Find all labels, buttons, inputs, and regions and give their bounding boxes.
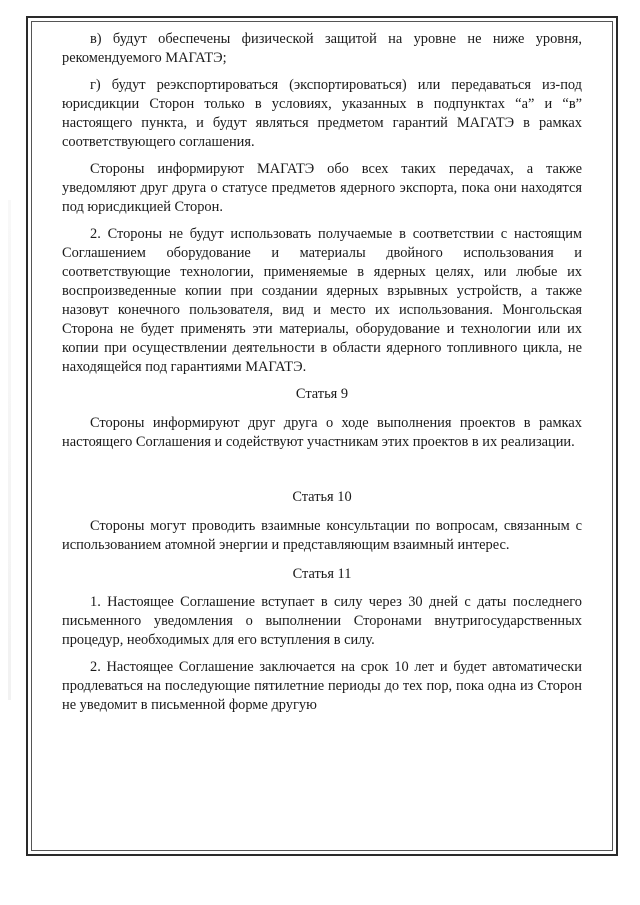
- paragraph-point-2: 2. Стороны не будут использовать получаемые в соответствии с настоящим Соглашением оборудование и материалы двойного использования и соответствующие технологии, применяемые в ядерных целях, или любые их воспроизведенные копии при создании ядерных взрывных устройств, а также назовут конечного пользователя, вид и место их использования. Монгольская Сторона не будет применять эти материалы, оборудование и технологии или их копии при осуществлении деятельности в области ядерного топливного цикла, не находящейся под гарантиями МАГАТЭ.: [62, 226, 582, 375]
- article-10-heading: Статья 10: [292, 489, 352, 505]
- article-9-heading: Статья 9: [295, 386, 349, 402]
- article-11-point-1: 1. Настоящее Соглашение вступает в силу через 30 дней с даты последнего письменного уведомления о выполнении Сторонами внутригосударственных процедур, необходимых для его вступления в силу.: [62, 594, 582, 648]
- article-11-heading: Статья 11: [292, 566, 352, 582]
- article-9-text: Стороны информируют друг друга о ходе выполнения проектов в рамках настоящего Соглашения и содействуют участникам этих проектов в их реализации.: [62, 415, 582, 450]
- article-10-text: Стороны могут проводить взаимные консультации по вопросам, связанным с использованием атомной энергии и представляющим взаимный интерес.: [62, 518, 582, 553]
- article-11-point-2: 2. Настоящее Соглашение заключается на срок 10 лет и будет автоматически продлеваться на последующие пятилетние периоды до тех пор, пока одна из Сторон не уведомит в письменной форме другую: [62, 659, 582, 713]
- paragraph-item-g: г) будут реэкспортироваться (экспортироваться) или передаваться из-под юрисдикции Сторон только в условиях, указанных в подпунктах “а” и “в” настоящего пункта, и будут являться предметом гарантий МАГАТЭ в рамках соответствующего соглашения.: [62, 77, 582, 150]
- scan-artifact: [8, 200, 11, 700]
- paragraph-iaea-info: Стороны информируют МАГАТЭ обо всех таких передачах, а также уведомляют друг друга о статусе предметов ядерного экспорта, пока они находятся под юрисдикцией Сторон.: [62, 161, 582, 215]
- document-body: [62, 30, 582, 715]
- paragraph-item-v: в) будут обеспечены физической защитой на уровне не ниже уровня, рекомендуемого МАГАТЭ;: [62, 31, 582, 66]
